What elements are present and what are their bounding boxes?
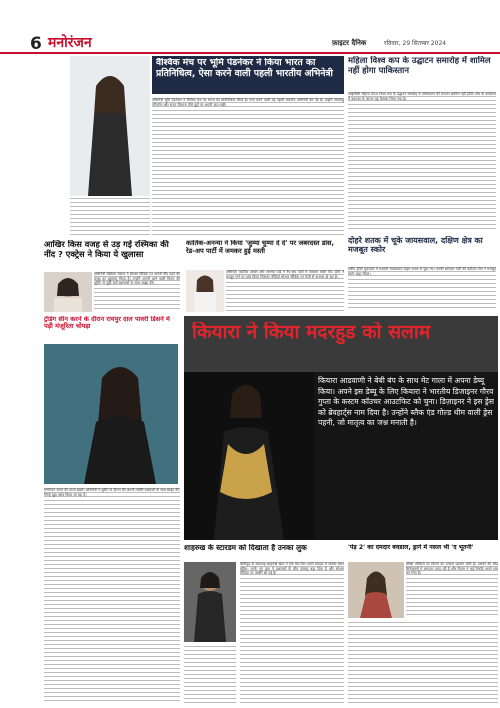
rashmika-headline-box — [44, 240, 180, 270]
kiara-lead — [318, 376, 494, 536]
dohre-headline-box — [348, 236, 496, 264]
trend-photo-art — [44, 344, 178, 484]
ped-headline: 'पेड़ 2' का दमदार बवडाल, ड्राने में नसल भी 'द भूतनी' — [348, 544, 474, 551]
ped-body-text: बॉक्स ऑफिस पर फिल्म का दमदार प्रदर्शन जारी है। दर्शकों की भीड़ सिनेमाघरों में लगातार उमड़ रही है और फिल्म ने कई रिकॉर्ड अपने नाम कर लिए हैं। — [406, 562, 498, 576]
shahrukh-body-left — [184, 646, 236, 704]
rashmika-photo-art — [44, 272, 92, 312]
bhumi-body — [152, 98, 344, 236]
mahila-body-text: आईसीसी महिला टी20 विश्व कप के उद्घाटन समारोह में पाकिस्तान की कप्तान शामिल नहीं होंगी। टीम के कार्यक्रम में बदलाव के कारण यह फैसला लिया गया है। — [348, 92, 496, 101]
shahrukh-headline-box — [184, 544, 344, 562]
kiara-feature — [184, 316, 498, 540]
kiara-photo-art — [184, 372, 314, 540]
section-title: मनोरंजन — [48, 35, 92, 51]
rashmika-headline: आखिर किस वजह से उड़ गई रश्मिका की नींद ? एक्ट्रेस ने किया ये खुलासा — [44, 240, 169, 259]
shahrukh-photo-art — [184, 562, 236, 642]
kartik-headline-box — [186, 240, 344, 270]
bhumi-body-left — [70, 198, 150, 236]
trend-body-text: मनोरंजन जगत की ताज़ा खबरें। अभिनेत्री ने शूटिंग के दौरान की अपनी तस्वीरें प्रशंसकों के साथ साझा कीं, जिन्हें खूब पसंद किया जा रहा है। — [44, 488, 180, 497]
mahila-headline: महिला विश्व कप के उद्घाटन समारोह में शामिल नहीं होगा पाकिस्तान — [348, 56, 491, 75]
shahrukh-photo — [184, 562, 236, 642]
kartik-headline: कार्तिक-अनन्या ने किया 'जुम्मा चुम्मा दे दे' पर जबरदस्त डांस, रेड-अप पार्टी में जमकर हुई मस्ती — [186, 240, 335, 255]
dohre-body-text: दलीप ट्रॉफी मुकाबले में यशस्वी जायसवाल दोहरे शतक से चूक गए। उनकी शानदार पारी की बदौलत टीम ने मजबूत स्कोर खड़ा किया। — [348, 267, 496, 276]
rashmika-body-text: अभिनेत्री रश्मिका मंदाना ने सोशल मीडिया पर अपनी नींद उड़ने की वजह का खुलासा किया है। उन्होंने अपनी आने वाली फिल्म की शूटिंग से जुड़ी बातें प्रशंसकों के साथ साझा कीं। — [94, 272, 180, 286]
dohre-headline: दोहरे शतक में चूके जायसवाल, दक्षिण क्षेत्र का मजबूत स्कोर — [348, 236, 483, 255]
shahrukh-body — [240, 562, 344, 704]
trend-body — [44, 488, 180, 704]
rashmika-photo — [44, 272, 92, 312]
kartik-body — [226, 270, 344, 312]
kiara-headline: कियारा ने किया मदरहुड को सलाम — [192, 322, 431, 343]
bhumi-photo-art — [70, 56, 150, 196]
kiara-lead-text: कियारा आडवाणी ने बेबी बंप के साथ मेट गाला में अपना डेब्यू किया। अपने इस डेब्यू के लिए कियारा ने भारतीय डिजाइनर गौरव गुप्ता के कस्टम कॉउचर आउटफिट को चुना। डिज़ाइनर ने इस ड्रेस को ब्रेवहार्ट्स नाम दिया है। उन्होंने ब्लैक एंड गोल्ड थीम वाली ड्रेस पहनी, जो मातृत्व का जश्न मनाती है। — [318, 376, 494, 428]
bhumi-body-text: अभिनेत्री भूमि पेडनेकर ने वैश्विक मंच पर भारत का प्रतिनिधित्व किया है। ऐसा करने वाली वह पहली भारतीय अभिनेत्री बन गई हैं। उन्होंने जलवायु परिवर्तन और सतत विकास जैसे मुद्दों पर अपनी बात रखी। — [152, 98, 344, 107]
page-number: 6 — [30, 34, 42, 54]
ped-body — [406, 562, 498, 618]
page-header — [0, 32, 500, 54]
page-date: रविवार, 29 सितम्बर 2024 — [384, 40, 447, 47]
trend-headline: ट्रेंडिंग सीन करने के दौरान रायपुर दाल पावरी डिसने में पड़ी मंजूरिता चोपड़ा — [44, 316, 170, 331]
rashmika-body — [94, 272, 180, 312]
brand-name: फ़ाइटर दैनिक — [332, 39, 367, 47]
ped-photo — [348, 562, 404, 618]
shahrukh-headline: शाहरुख के स्टारडम को दिखाता है उनका लुक — [184, 544, 307, 552]
kartik-photo — [186, 270, 224, 312]
ped-body-bottom — [348, 622, 498, 704]
kartik-body-text: अभिनेता कार्तिक आर्यन और अनन्या पांडे ने रैप-अप पार्टी में जमकर मस्ती की। दोनों ने मशहूर गाने पर डांस किया जिसका वीडियो सोशल मीडिया पर तेजी से वायरल हो रहा है। — [226, 270, 344, 279]
bhumi-headline-box — [152, 56, 344, 94]
bhumi-photo — [70, 56, 150, 196]
dohre-body — [348, 267, 496, 311]
shahrukh-body-text: बॉलीवुड के बादशाह शाहरुख खान ने एक बार फिर अपने स्टाइल से सबका ध्यान खींचा। उनके नए लुक ने प्रशंसकों के बीच उत्साह बढ़ा दिया है और सोशल मीडिया पर तस्वीरें छा गई हैं। — [240, 562, 344, 576]
kiara-photo — [184, 372, 314, 540]
mahila-body — [348, 92, 496, 232]
mahila-headline-box — [348, 56, 496, 88]
bhumi-headline: वैश्विक मंच पर भूमि पेडनेकर ने किया भारत का प्रतिनिधित्व, ऐसा करने वाली पहली भारतीय अभिनेत्री — [156, 58, 333, 79]
ped-headline-box — [348, 544, 498, 562]
trend-photo — [44, 344, 178, 484]
ped-photo-art — [348, 562, 404, 618]
kartik-photo-art — [186, 270, 224, 312]
kiara-headline-box — [184, 316, 498, 372]
trend-headline-box — [44, 316, 180, 342]
